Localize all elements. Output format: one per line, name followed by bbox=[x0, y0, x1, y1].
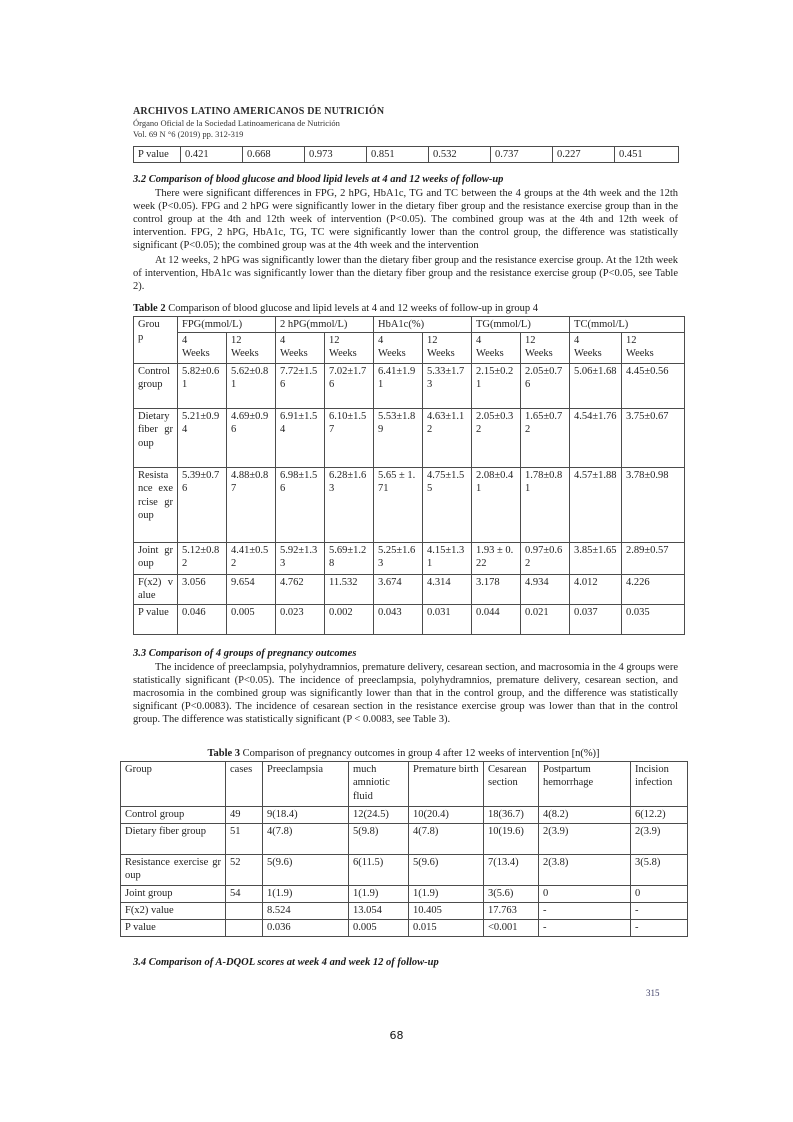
table-cell: 0.005 bbox=[227, 605, 276, 635]
journal-subtitle: Órgano Oficial de la Sociedad Latinoamericana de Nutrición bbox=[133, 118, 340, 128]
table-cell: 54 bbox=[226, 886, 263, 903]
table2-group-header-label: Group bbox=[138, 319, 160, 344]
table-cell: 4.45±0.56 bbox=[622, 364, 685, 409]
table-cell: 3.178 bbox=[472, 575, 521, 605]
table-cell: 4.63±1.12 bbox=[423, 409, 472, 468]
table-cell: 7.02±1.76 bbox=[325, 364, 374, 409]
table-cell: 2.89±0.57 bbox=[622, 543, 685, 575]
table-cell: 5.69±1.28 bbox=[325, 543, 374, 575]
table3-caption-label: Table 3 bbox=[207, 748, 241, 760]
table-cell: 9.654 bbox=[227, 575, 276, 605]
table3-caption bbox=[120, 748, 687, 759]
table-cell: 2.05±0.76 bbox=[521, 364, 570, 409]
table-cell: 0.97±0.62 bbox=[521, 543, 570, 575]
table3-header-incision-infection: Incision infection bbox=[631, 762, 688, 807]
table-row bbox=[121, 824, 688, 855]
table-cell: 3.85±1.65 bbox=[570, 543, 622, 575]
table-cell: 4.41±0.52 bbox=[227, 543, 276, 575]
table-row bbox=[121, 807, 688, 824]
table-cell: 1(1.9) bbox=[263, 886, 349, 903]
table2-week-cell bbox=[374, 333, 423, 364]
table-cell: 8.524 bbox=[263, 903, 349, 920]
table-cell: 3.056 bbox=[178, 575, 227, 605]
journal-issue: Vol. 69 N °6 (2019) pp. 312-319 bbox=[133, 129, 244, 139]
table-cell: - bbox=[631, 903, 688, 920]
table-cell: 0.227 bbox=[553, 147, 615, 163]
table-cell: Dietary fiber group bbox=[134, 409, 178, 468]
table-cell: 6.91±1.54 bbox=[276, 409, 325, 468]
table3-header-group: Group bbox=[121, 762, 226, 807]
table-cell: 6.28±1.63 bbox=[325, 468, 374, 543]
table-cell: 3(5.6) bbox=[484, 886, 539, 903]
table-cell: Joint group bbox=[121, 886, 226, 903]
table2-measure-row bbox=[134, 317, 685, 333]
table-2 bbox=[133, 316, 685, 635]
table-cell: 4.69±0.96 bbox=[227, 409, 276, 468]
table-row bbox=[121, 920, 688, 937]
table-cell: 0.668 bbox=[243, 147, 305, 163]
table-cell: 4.88±0.87 bbox=[227, 468, 276, 543]
table2-group-header-cell bbox=[134, 317, 178, 364]
table-cell: 0.043 bbox=[374, 605, 423, 635]
table-cell: 52 bbox=[226, 855, 263, 886]
table-cell: 3.674 bbox=[374, 575, 423, 605]
table3-header-cesarean-section: Cesarean section bbox=[484, 762, 539, 807]
section-3-3-paragraph-1: The incidence of preeclampsia, polyhydramnios, premature delivery, cesarean section, and macrosomia in the 4 groups were statistically significant (P<0.05). The incidence of preeclampsia, polyhydramnios, premature delivery, cesarean section, and macrosomia in the combined group was significantly lower than that in the control group, and the difference was statistically significant (P<0.0083). The incidence of cesarean section in the resistance exercise group was lower than that in the control group. The difference was statistically significant (P < 0.0083, see Table 3). bbox=[133, 662, 678, 726]
table-cell: 0.451 bbox=[615, 147, 679, 163]
table2-week12-label: 12 Weeks bbox=[525, 335, 553, 360]
table-cell: 18(36.7) bbox=[484, 807, 539, 824]
table-cell: 5.92±1.33 bbox=[276, 543, 325, 575]
table2-measure-2hpg: 2 hPG(mmol/L) bbox=[276, 317, 374, 333]
table-cell: 0.046 bbox=[178, 605, 227, 635]
article-page-number: 315 bbox=[646, 988, 660, 998]
table2-caption-text: Comparison of blood glucose and lipid levels at 4 and 12 weeks of follow-up in group 4 bbox=[168, 303, 538, 315]
table-cell bbox=[226, 903, 263, 920]
table-cell: F(x2) value bbox=[121, 903, 226, 920]
table2-week12-label: 12 Weeks bbox=[329, 335, 357, 360]
table-cell: 17.763 bbox=[484, 903, 539, 920]
table2-week-cell bbox=[423, 333, 472, 364]
table-cell: 5.62±0.81 bbox=[227, 364, 276, 409]
table2-week-cell bbox=[570, 333, 622, 364]
table-cell: 4.314 bbox=[423, 575, 472, 605]
table-cell: 2(3.9) bbox=[631, 824, 688, 855]
table-cell: 0.036 bbox=[263, 920, 349, 937]
table-cell: 4.934 bbox=[521, 575, 570, 605]
table3-header-preeclampsia: Preeclampsia bbox=[263, 762, 349, 807]
table-cell: 4.15±1.31 bbox=[423, 543, 472, 575]
table3-header-amniotic-fluid: much amniotic fluid bbox=[349, 762, 409, 807]
table3-header-row bbox=[121, 762, 688, 807]
table-cell: 4.012 bbox=[570, 575, 622, 605]
table-cell: 4(7.8) bbox=[263, 824, 349, 855]
table2-week4-label: 4 Weeks bbox=[280, 335, 308, 360]
table-cell: 6(11.5) bbox=[349, 855, 409, 886]
table-cell: F(x2) value bbox=[134, 575, 178, 605]
table-row bbox=[121, 903, 688, 920]
table3-caption-text: Comparison of pregnancy outcomes in group 4 after 12 weeks of intervention [n(%)] bbox=[242, 748, 600, 760]
table-row bbox=[121, 886, 688, 903]
table2-week-cell bbox=[178, 333, 227, 364]
table-cell: 5.53±1.89 bbox=[374, 409, 423, 468]
table-row bbox=[134, 364, 685, 409]
table-cell: Dietary fiber group bbox=[121, 824, 226, 855]
table-3 bbox=[120, 761, 688, 937]
table-cell: 4(7.8) bbox=[409, 824, 484, 855]
table-cell: 7.72±1.56 bbox=[276, 364, 325, 409]
table-cell: P value bbox=[134, 605, 178, 635]
table-cell: 2.05±0.32 bbox=[472, 409, 521, 468]
table-cell: 7(13.4) bbox=[484, 855, 539, 886]
table-row bbox=[134, 605, 685, 635]
table-cell: 2(3.9) bbox=[539, 824, 631, 855]
table-cell: 10(19.6) bbox=[484, 824, 539, 855]
table-row bbox=[134, 543, 685, 575]
table-cell: 9(18.4) bbox=[263, 807, 349, 824]
table-cell: 2(3.8) bbox=[539, 855, 631, 886]
table-cell: 1.78±0.81 bbox=[521, 468, 570, 543]
table-cell: 0 bbox=[631, 886, 688, 903]
table-cell: 0.002 bbox=[325, 605, 374, 635]
table-cell: Control group bbox=[121, 807, 226, 824]
table2-week4-label: 4 Weeks bbox=[378, 335, 406, 360]
section-3-4-heading: 3.4 Comparison of A-DQOL scores at week 4 and week 12 of follow-up bbox=[133, 957, 439, 969]
table-cell: <0.001 bbox=[484, 920, 539, 937]
table-cell: 1.65±0.72 bbox=[521, 409, 570, 468]
table-cell: 3.75±0.67 bbox=[622, 409, 685, 468]
table-cell: 5.39±0.76 bbox=[178, 468, 227, 543]
table-cell: 13.054 bbox=[349, 903, 409, 920]
table-cell: - bbox=[631, 920, 688, 937]
table-row bbox=[134, 575, 685, 605]
table-cell: 5.12±0.82 bbox=[178, 543, 227, 575]
table-cell: 0.973 bbox=[305, 147, 367, 163]
table2-week4-label: 4 Weeks bbox=[182, 335, 210, 360]
table-cell: 11.532 bbox=[325, 575, 374, 605]
table2-week-row bbox=[134, 333, 685, 364]
table-cell: Resistance exercise group bbox=[121, 855, 226, 886]
table-cell: P value bbox=[121, 920, 226, 937]
table-cell: 0.044 bbox=[472, 605, 521, 635]
table-cell: 5.06±1.68 bbox=[570, 364, 622, 409]
table-cell: 5.82±0.61 bbox=[178, 364, 227, 409]
pvalue-strip-table bbox=[133, 146, 679, 163]
table-cell: 5(9.8) bbox=[349, 824, 409, 855]
page-content bbox=[125, 106, 678, 969]
table-cell: 4(8.2) bbox=[539, 807, 631, 824]
table-cell: 6.41±1.91 bbox=[374, 364, 423, 409]
table2-week-cell bbox=[325, 333, 374, 364]
table-cell: 3.78±0.98 bbox=[622, 468, 685, 543]
table2-week-cell bbox=[276, 333, 325, 364]
table2-measure-tg: TG(mmol/L) bbox=[472, 317, 570, 333]
table-cell: 0.737 bbox=[491, 147, 553, 163]
table2-week12-label: 12 Weeks bbox=[231, 335, 259, 360]
table2-week4-label: 4 Weeks bbox=[476, 335, 504, 360]
table-cell: 5.65 ± 1.71 bbox=[374, 468, 423, 543]
section-3-3-heading: 3.3 Comparison of 4 groups of pregnancy outcomes bbox=[133, 648, 357, 660]
table-cell: 49 bbox=[226, 807, 263, 824]
section-3-2-paragraph-1: There were significant differences in FPG, 2 hPG, HbA1c, TG and TC between the 4 groups at the 4th week and the 12th week (P<0.05). FPG and 2 hPG were significantly lower in the dietary fiber group and the resistance exercise group than in the control group at the 4th and 12th week of intervention (P<0.05). The combined group was at the 4th and 12th week of intervention. FPG, 2 hPG, HbA1c, TG, TC were significantly lower than the control group, the difference was statistically significant (P<0.05); the combined group was at the 4th week and the intervention bbox=[133, 188, 678, 252]
table2-week-cell bbox=[521, 333, 570, 364]
table-cell: 51 bbox=[226, 824, 263, 855]
table-cell: Resistance exercise group bbox=[134, 468, 178, 543]
table-cell: 1.93 ± 0.22 bbox=[472, 543, 521, 575]
table2-measure-tc: TC(mmol/L) bbox=[570, 317, 685, 333]
journal-header bbox=[133, 106, 678, 139]
table2-week12-label: 12 Weeks bbox=[427, 335, 455, 360]
table-cell: 0.851 bbox=[367, 147, 429, 163]
table2-week12-label: 12 Weeks bbox=[626, 335, 654, 360]
table-cell: 0.015 bbox=[409, 920, 484, 937]
table-cell: P value bbox=[134, 147, 181, 163]
table-row bbox=[121, 855, 688, 886]
table-cell: 1(1.9) bbox=[349, 886, 409, 903]
table-cell: 4.226 bbox=[622, 575, 685, 605]
table-cell: Joint group bbox=[134, 543, 178, 575]
table-cell: 0.532 bbox=[429, 147, 491, 163]
table2-week-cell bbox=[227, 333, 276, 364]
table-row bbox=[134, 147, 679, 163]
table-cell: 12(24.5) bbox=[349, 807, 409, 824]
table-cell: Control group bbox=[134, 364, 178, 409]
table2-measure-hba1c: HbA1c(%) bbox=[374, 317, 472, 333]
table-cell: 6(12.2) bbox=[631, 807, 688, 824]
table-cell: 5.21±0.94 bbox=[178, 409, 227, 468]
table-cell bbox=[226, 920, 263, 937]
section-3-2-paragraph-2: At 12 weeks, 2 hPG was significantly lower than the dietary fiber group and the resistance exercise group. At the 12th week of intervention, HbA1c was significantly lower than the dietary fiber group and the resistance exercise group (P<0.05, see Table 2). bbox=[133, 255, 678, 293]
table-cell: 10(20.4) bbox=[409, 807, 484, 824]
table-cell: 5(9.6) bbox=[409, 855, 484, 886]
table-cell: 5.33±1.73 bbox=[423, 364, 472, 409]
document-page-number: 68 bbox=[389, 1029, 404, 1042]
table-cell: 3(5.8) bbox=[631, 855, 688, 886]
table-cell: 4.762 bbox=[276, 575, 325, 605]
table-cell: 4.75±1.55 bbox=[423, 468, 472, 543]
table-cell: 2.08±0.41 bbox=[472, 468, 521, 543]
table2-caption-label: Table 2 bbox=[133, 303, 166, 315]
table-cell: - bbox=[539, 903, 631, 920]
table2-week4-label: 4 Weeks bbox=[574, 335, 602, 360]
table-cell: 0.023 bbox=[276, 605, 325, 635]
table3-header-premature-birth: Premature birth bbox=[409, 762, 484, 807]
table3-header-postpartum-hemorrhage: Postpartum hemorrhage bbox=[539, 762, 631, 807]
table-cell: 6.98±1.56 bbox=[276, 468, 325, 543]
table2-measure-fpg: FPG(mmol/L) bbox=[178, 317, 276, 333]
table-row bbox=[134, 409, 685, 468]
table-cell: 10.405 bbox=[409, 903, 484, 920]
table-cell: 5.25±1.63 bbox=[374, 543, 423, 575]
table-cell: 0.005 bbox=[349, 920, 409, 937]
table-cell: 0.037 bbox=[570, 605, 622, 635]
table-cell: 6.10±1.57 bbox=[325, 409, 374, 468]
table-cell: 0.035 bbox=[622, 605, 685, 635]
table-cell: 0.021 bbox=[521, 605, 570, 635]
table-cell: 4.57±1.88 bbox=[570, 468, 622, 543]
table-cell: 2.15±0.21 bbox=[472, 364, 521, 409]
journal-title: ARCHIVOS LATINO AMERICANOS DE NUTRICIÓN bbox=[133, 106, 385, 117]
section-3-2-heading: 3.2 Comparison of blood glucose and blood lipid levels at 4 and 12 weeks of follow-up bbox=[133, 174, 504, 186]
table-cell: 1(1.9) bbox=[409, 886, 484, 903]
table-cell: 0.421 bbox=[181, 147, 243, 163]
table-cell: - bbox=[539, 920, 631, 937]
table-cell: 0 bbox=[539, 886, 631, 903]
table-cell: 4.54±1.76 bbox=[570, 409, 622, 468]
table2-caption bbox=[133, 303, 678, 314]
table-cell: 0.031 bbox=[423, 605, 472, 635]
table2-week-cell bbox=[472, 333, 521, 364]
table-cell: 5(9.6) bbox=[263, 855, 349, 886]
table3-header-cases: cases bbox=[226, 762, 263, 807]
table2-week-cell bbox=[622, 333, 685, 364]
table-row bbox=[134, 468, 685, 543]
